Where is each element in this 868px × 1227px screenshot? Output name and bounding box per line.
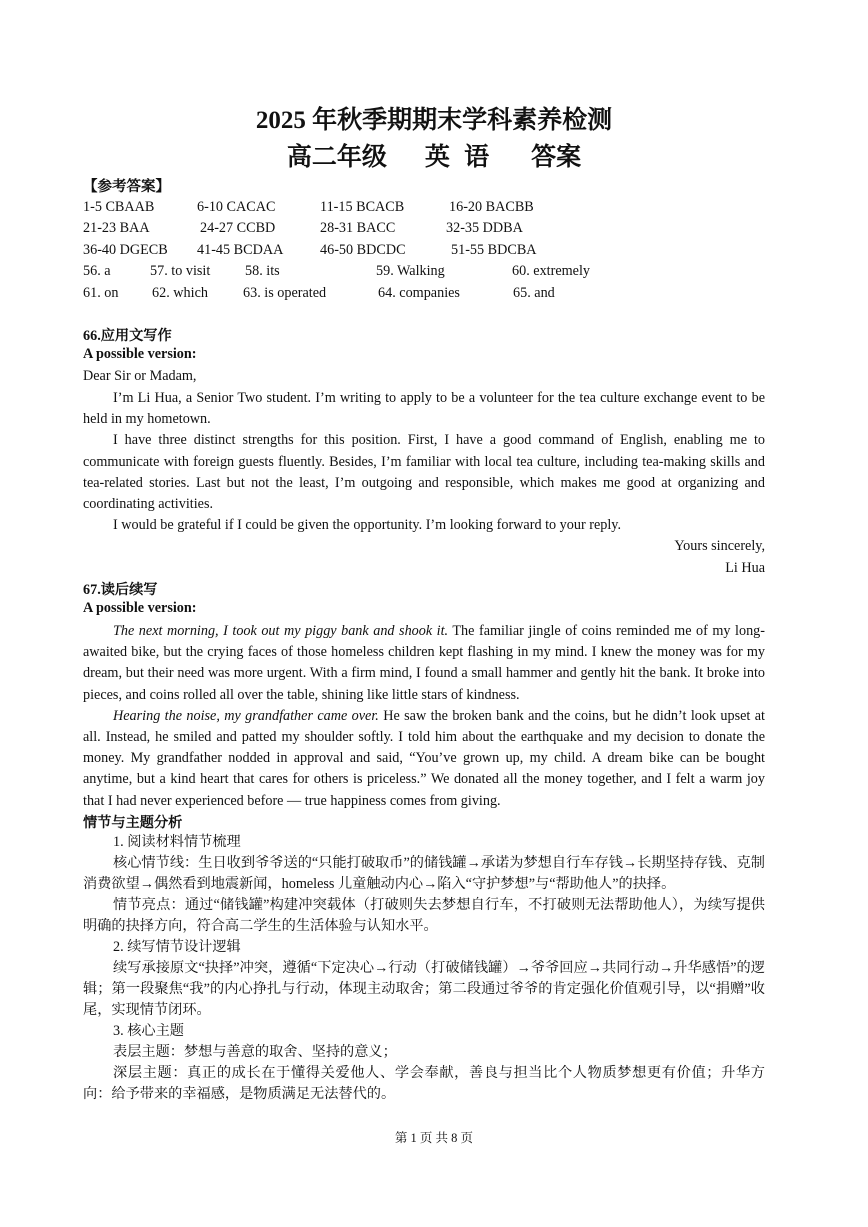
analysis-body: [83, 832, 765, 1105]
answers-label: 答案: [531, 144, 582, 171]
analysis-paragraph: 核心情节线：生日收到爷爷送的“只能打破取币”的储钱罐→承诺为梦想自行车存钱→长期坚持存钱、克制消费欲望→偶然看到地震新闻，homeless 儿童触动内心→陷入“守护梦想”与“帮助他人”的抉择。: [83, 855, 765, 892]
q66-paragraph: I have three distinct strengths for this position. First, I have a good command of English, enabling me to communicate with foreign guests fluently. Besides, I’m familiar with local tea culture, including tea-making skills and tea-related stories. Last but not the least, I’m outgoing and responsible, which makes me good at organizing and coordinating activities.: [83, 432, 765, 513]
q66-paragraph: I would be grateful if I could be given the opportunity. I’m looking forward to your reply.: [113, 517, 621, 534]
q67-p1-text: The familiar jingle of coins reminded me of my long-awaited bike, but the crying faces of those homeless children kept flashing in my mind. I knew the money was for my dream, but their need was more urgent. With a firm mind, I found a small hammer and gently hit the bank. It broke into pieces, and coins rolled all over the table, shining like little stars of kindness.: [83, 623, 765, 703]
answer-cell: 64. companies: [378, 285, 460, 301]
q67-version-label: A possible version:: [83, 600, 197, 616]
analysis-paragraph: 续写承接原文“抉择”冲突，遵循“下定决心→行动（打破储钱罐）→爷爷回应→共同行动→升华感悟”的逻辑；第一段聚焦“我”的内心挣扎与行动，体现主动取舍；第二段通过爷爷的肯定强化价值观引导，以“捐赠”收尾，实现情节闭环。: [83, 960, 765, 1018]
analysis-paragraph: 深层主题：真正的成长在于懂得关爱他人、学会奉献，善良与担当比个人物质梦想更有价值；升华方向：给予带来的幸福感，是物质满足无法替代的。: [83, 1065, 765, 1102]
answer-cell: 59. Walking: [376, 263, 445, 279]
analysis-paragraph: 表层主题：梦想与善意的取舍、坚持的意义；: [113, 1044, 397, 1060]
answer-cell: 16-20 BACBB: [449, 199, 534, 215]
answer-cell: 24-27 CCBD: [200, 220, 276, 236]
answer-cell: 61. on: [83, 285, 119, 301]
answer-cell: 28-31 BACC: [320, 220, 396, 236]
q66-version-label: A possible version:: [83, 346, 197, 362]
answer-cell: 1-5 CBAAB: [83, 199, 155, 215]
page-number: 第 1 页 共 8 页: [394, 1131, 474, 1145]
analysis-paragraph: 情节亮点：通过“储钱罐”构建冲突载体（打破则失去梦想自行车，不打破则无法帮助他人），为续写提供明确的抉择方向，符合高二学生的生活体验与认知水平。: [83, 897, 765, 934]
q66-closing: Yours sincerely,: [674, 538, 765, 555]
answer-cell: 63. is operated: [243, 285, 327, 301]
analysis-section-title: 2. 续写情节设计逻辑: [113, 939, 241, 955]
q67-story: [83, 621, 765, 812]
answer-cell: 21-23 BAA: [83, 220, 150, 236]
answer-cell: 51-55 BDCBA: [451, 242, 537, 258]
q66-heading: 66.应用文写作: [83, 328, 172, 344]
analysis-section-title: 3. 核心主题: [113, 1023, 184, 1039]
answer-cell: 32-35 DDBA: [446, 220, 523, 236]
q66-letter-body: [83, 388, 765, 579]
q66-signature: Li Hua: [725, 559, 765, 576]
answer-cell: 57. to visit: [150, 263, 211, 279]
exam-subtitle: [0, 143, 868, 173]
grade-label: 高二年级: [286, 144, 387, 171]
analysis-section-title: 1. 阅读材料情节梳理: [113, 834, 241, 850]
answer-cell: 65. and: [513, 285, 555, 301]
answer-cell: 46-50 BDCDC: [320, 242, 406, 258]
q67-p2-text: He saw the broken bank and the coins, but he didn’t look upset at all. Instead, he smiled and patted my shoulder softly. I told him about the earthquake and my decision to donate the money. My grandfather nodded in approval and said, “You’ve grown up, my child. A dream bike can be bought anytime, but a kind heart that cares for others is priceless.” We donated all the money together, and I felt a warm joy that I had never experienced before — true happiness comes from giving.: [83, 707, 765, 809]
answer-key-heading: 【参考答案】: [83, 179, 170, 195]
answer-cell: 6-10 CACAC: [197, 199, 276, 215]
subject-label: 英 语: [424, 144, 494, 171]
q67-paragraph: [83, 621, 765, 706]
q66-salutation: Dear Sir or Madam,: [83, 368, 197, 384]
q66-paragraph: I’m Li Hua, a Senior Two student. I’m writing to apply to be a volunteer for the tea culture exchange event to be held in my hometown.: [83, 390, 765, 428]
analysis-heading: 情节与主题分析: [83, 815, 183, 831]
answer-cell: 58. its: [245, 263, 280, 279]
q67-paragraph: [83, 706, 765, 812]
answer-cell: 11-15 BCACB: [320, 199, 405, 215]
answer-cell: 56. a: [83, 263, 111, 279]
answer-cell: 60. extremely: [512, 263, 591, 279]
q67-p2-lead: Hearing the noise, my grandfather came over.: [113, 707, 379, 724]
q67-p1-lead: The next morning, I took out my piggy bank and shook it.: [113, 623, 449, 639]
answer-cell: 41-45 BCDAA: [197, 242, 284, 258]
q67-heading: 67.读后续写: [83, 582, 158, 598]
answer-cell: 62. which: [152, 285, 208, 301]
exam-title: 2025 年秋季期期末学科素养检测: [255, 107, 613, 134]
answer-cell: 36-40 DGECB: [83, 242, 168, 258]
